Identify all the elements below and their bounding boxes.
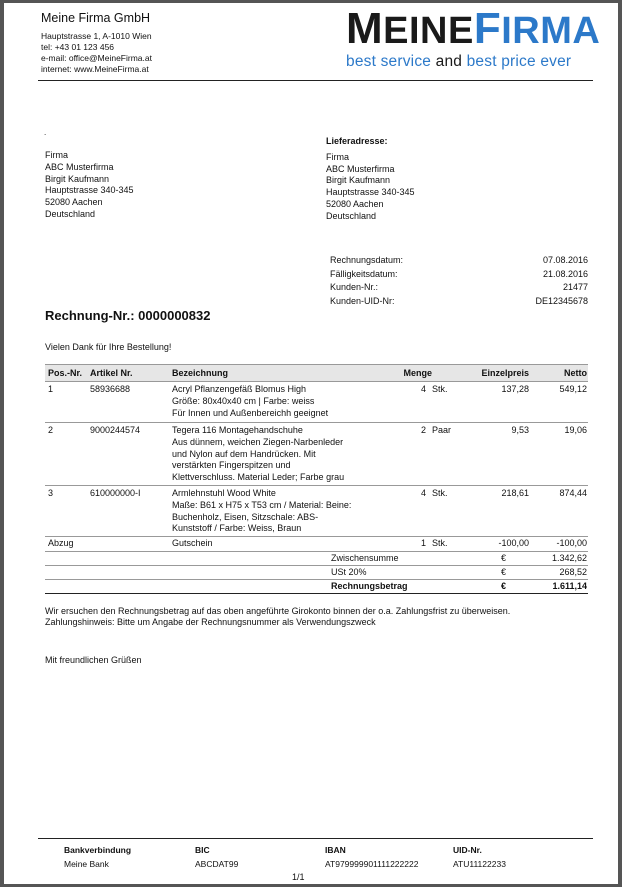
company-address: Hauptstrasse 1, A-1010 Wien (41, 31, 152, 41)
page-number: 1/1 (292, 872, 305, 882)
company-logo (346, 4, 601, 71)
table-row: 2 9000244574 Tegera 116 Montagehandschuhe Aus dünnem, weichen Ziegen-Narbenleder und Nylon auf dem Handrücken. Mit verstärkten Fingerspitzen und Klettverschluss. Material Leder; Farbe grau 2 Paar 9,53 19,06 (45, 423, 588, 486)
invoice-title: Rechnung-Nr.: 0000000832 (45, 308, 211, 323)
footer-divider (38, 838, 593, 839)
company-website: internet: www.MeineFirma.at (41, 64, 149, 74)
thanks-text: Vielen Dank für Ihre Bestellung! (45, 342, 172, 352)
total-row: Rechnungsbetrag € 1.611,14 (331, 580, 587, 591)
invoice-meta (330, 254, 588, 308)
footer-bank: Bankverbindung Meine Bank (64, 845, 132, 869)
meta-invoice-date: Rechnungsdatum: 07.08.2016 (330, 255, 588, 265)
meta-customer-number: Kunden-Nr.: 21477 (330, 282, 588, 292)
payment-notes (45, 606, 510, 628)
company-name: Meine Firma GmbH (41, 11, 151, 25)
table-row: 3 610000000-I Armlehnstuhl Wood White Maße: B61 x H75 x T53 cm / Material: Beine: Buchenholz, Eisen, Sitzschale: ABS- Kunststoff / Farbe: Weiss, Braun 4 Stk. 218,61 874,44 (45, 486, 588, 537)
vat-row: USt 20% € 268,52 (45, 566, 588, 580)
table-row: Abzug Gutschein 1 Stk. -100,00 -100,00 (45, 537, 588, 552)
delivery-label: Lieferadresse: (326, 136, 388, 146)
footer-uid: UID-Nr. ATU11122233 (453, 845, 506, 869)
logo-wordmark: MEINEFIRMA (346, 4, 601, 53)
company-phone: tel: +43 01 123 456 (41, 42, 115, 52)
total-divider (45, 593, 588, 594)
meta-customer-vat: Kunden-UID-Nr: DE12345678 (330, 295, 588, 306)
footer-bic: BIC ABCDAT99 (195, 845, 239, 869)
closing-greeting: Mit freundlichen Grüßen (45, 655, 142, 665)
table-row: 1 58936688 Acryl Pflanzengefäß Blomus High Größe: 80x40x40 cm | Farbe: weiss Für Innen und Außenbereichh geeignet 4 Stk. 137,28 549,12 (45, 382, 588, 423)
invoice-table (45, 364, 588, 592)
subtotal-row: Zwischensumme € 1.342,62 (45, 552, 588, 566)
invoice-page (4, 3, 618, 884)
company-contact (41, 31, 152, 75)
logo-tagline: best service and best price ever (346, 53, 572, 70)
small-mark: . (44, 128, 47, 137)
delivery-address: Lieferadresse: Firma ABC Musterfirma Birgit Kaufmann Hauptstrasse 340-345 52080 Aachen Deutschland (326, 136, 415, 221)
meta-due-date: Fälligkeitsdatum: 21.08.2016 (330, 268, 588, 279)
company-email: e-mail: office@MeineFirma.at (41, 53, 152, 63)
table-header: Pos.-Nr. Artikel Nr. Bezeichnung Menge Einzelpreis Netto (45, 364, 588, 382)
payment-hint: Zahlungshinweis: Bitte um Angabe der Rechnungsnummer als Verwendungszweck (45, 617, 376, 627)
payment-request: Wir ersuchen den Rechnungsbetrag auf das oben angeführte Girokonto binnen der o.a. Zahlungsfrist zu überweisen. (45, 606, 511, 616)
billing-address: Firma ABC Musterfirma Birgit Kaufmann Hauptstrasse 340-345 52080 Aachen Deutschland (45, 150, 134, 219)
header-divider (38, 80, 593, 81)
footer-iban: IBAN AT979999901111222222 (325, 845, 419, 869)
